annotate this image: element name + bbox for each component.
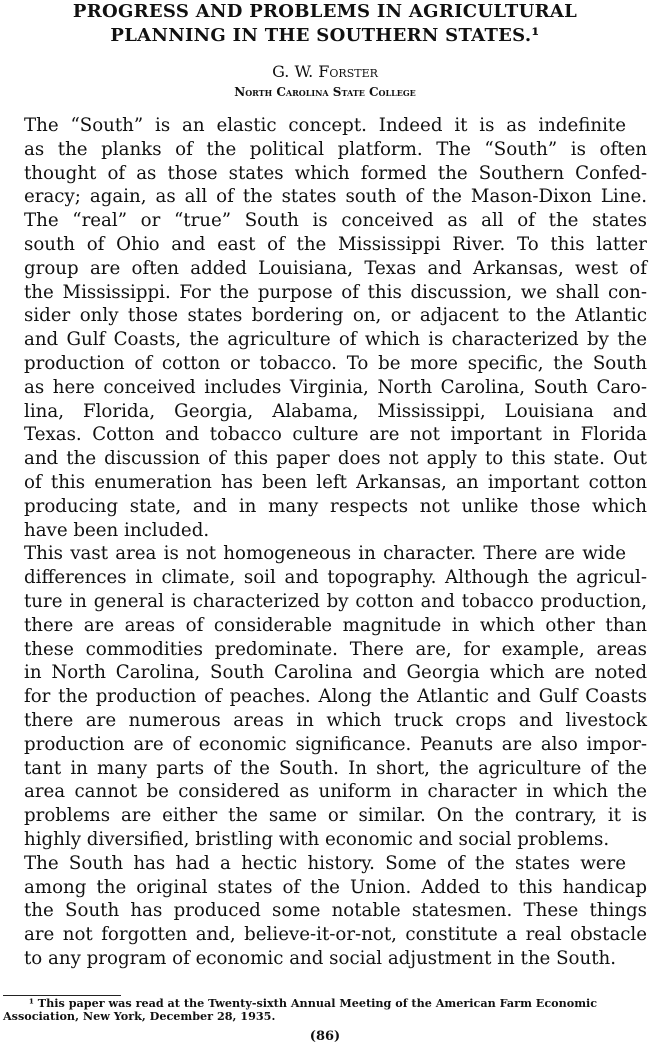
text-line: are not forgotten and, believe-it-or-not, constitute a real obstacle <box>24 924 647 946</box>
text-line: south of Ohio and east of the Mississippi River. To this latter <box>24 233 647 255</box>
text-line: group are often added Louisiana, Texas and Arkansas, west of <box>24 257 647 279</box>
paragraph <box>3 114 647 542</box>
footnote <box>3 997 647 1023</box>
article-body <box>3 114 647 971</box>
text-line: problems are either the same or similar. On the contrary, it is <box>24 805 647 827</box>
text-line: eracy; again, as all of the states south of the Mason-Dixon Line. <box>24 186 647 208</box>
text-line: sider only those states bordering on, or adjacent to the Atlantic <box>24 305 647 327</box>
text-line: there are numerous areas in which truck crops and livestock <box>24 709 647 731</box>
text-line: as here conceived includes Virginia, North Carolina, South Caro- <box>24 376 647 398</box>
author-affiliation: North Carolina State College <box>234 85 416 99</box>
text-line: ture in general is characterized by cotton and tobacco production, <box>24 590 647 612</box>
text-line: as the planks of the political platform. The “South” is often <box>24 138 647 160</box>
title-line: PLANNING IN THE SOUTHERN STATES.¹ <box>110 25 540 46</box>
text-line: of this enumeration has been left Arkansas, an important cotton <box>24 471 647 493</box>
text-line: area cannot be considered as uniform in character in which the <box>24 781 647 803</box>
text-line: The South has had a hectic history. Some of the states were <box>24 852 626 874</box>
text-line: among the original states of the Union. Added to this handicap <box>24 876 647 898</box>
text-line: the South has produced some notable statesmen. These things <box>24 900 647 922</box>
text-line: and the discussion of this paper does not apply to this state. Out <box>24 448 647 470</box>
text-line: This vast area is not homogeneous in character. There are wide <box>24 543 626 565</box>
text-line: for the production of peaches. Along the Atlantic and Gulf Coasts <box>24 686 647 708</box>
text-line: there are areas of considerable magnitude in which other than <box>24 614 647 636</box>
article-title <box>0 0 650 48</box>
text-line: lina, Florida, Georgia, Alabama, Mississippi, Louisiana and <box>24 400 647 422</box>
text-line: these commodities predominate. There are, for example, areas <box>24 638 647 660</box>
text-line: Texas. Cotton and tobacco culture are not important in Florida <box>24 424 647 446</box>
footnote-line: ¹ This paper was read at the Twenty-sixth Annual Meeting of the American Farm Economic <box>29 996 598 1010</box>
paragraph <box>3 542 647 851</box>
page-number: (86) <box>309 1029 341 1044</box>
text-line: producing state, and in many respects not unlike those which <box>24 495 647 517</box>
footnote-line: Association, New York, December 28, 1935. <box>3 1009 276 1023</box>
text-line: highly diversified, bristling with economic and social problems. <box>24 828 610 850</box>
text-line: The “real” or “true” South is conceived as all of the states <box>24 210 647 232</box>
text-line: to any program of economic and social adjustment in the South. <box>24 947 617 969</box>
text-line: The “South” is an elastic concept. Indeed it is as indefinite <box>24 115 626 136</box>
title-line: PROGRESS AND PROBLEMS IN AGRICULTURAL <box>72 1 578 22</box>
text-line: production of cotton or tobacco. To be more specific, the South <box>24 352 647 374</box>
text-line: production are of economic significance. Peanuts are also impor- <box>24 733 647 755</box>
text-line: thought of as those states which formed the Southern Confed- <box>24 162 647 184</box>
text-line: differences in climate, soil and topography. Although the agricul- <box>24 567 647 589</box>
text-line: and Gulf Coasts, the agriculture of which is characterized by the <box>24 329 647 351</box>
author-name: G. W. Forster <box>272 62 378 81</box>
text-line: tant in many parts of the South. In short, the agriculture of the <box>24 757 647 779</box>
text-line: the Mississippi. For the purpose of this discussion, we shall con- <box>24 281 647 303</box>
paragraph <box>3 852 647 971</box>
text-line: have been included. <box>24 519 210 541</box>
text-line: in North Carolina, South Carolina and Georgia which are noted <box>24 662 647 684</box>
